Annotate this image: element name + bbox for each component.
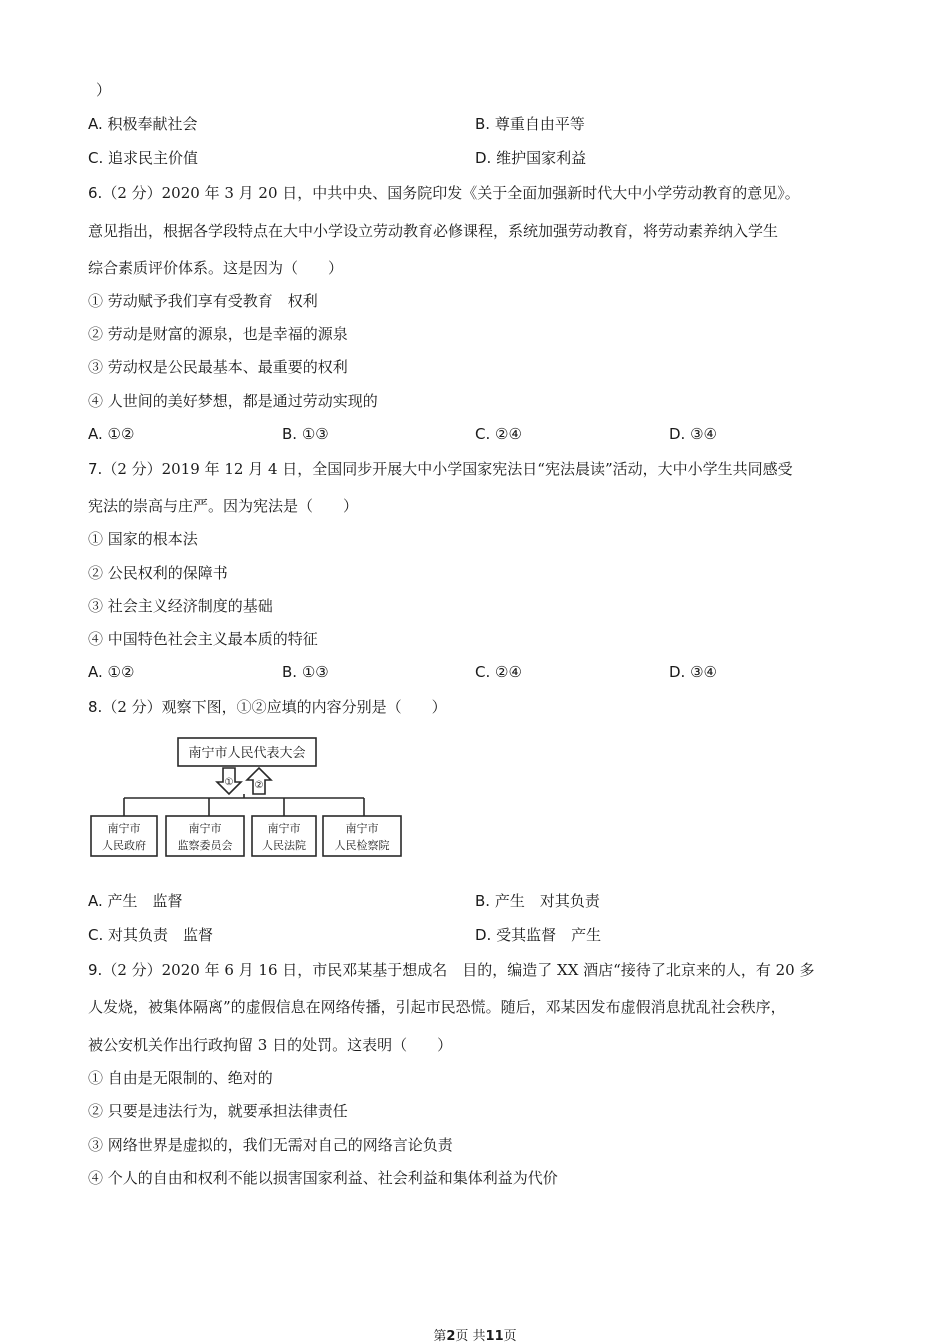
box-3-line-1: 南宁市 [267, 822, 301, 835]
q6-item-3: ③ 劳动权是公民最基本、最重要的权利 [88, 358, 348, 376]
q9-stem-line-3: 被公安机关作出行政拘留 3 日的处罚。这表明（ ） [88, 1036, 453, 1054]
q7-item-3: ③ 社会主义经济制度的基础 [88, 597, 273, 615]
q7-option-a[interactable]: A. ①② [88, 663, 135, 681]
diagram-top-label: 南宁市人民代表大会 [188, 746, 306, 761]
q9-stem-line-2: 人发烧，被集体隔离”的虚假信息在网络传播，引起市民恐慌。随后，邓某因发布虚假消息扰乱社会秩序， [88, 998, 786, 1016]
q6-option-c[interactable]: C. ②④ [475, 425, 522, 443]
box-2-line-2: 监察委员会 [177, 839, 233, 852]
q5-option-b[interactable]: B. 尊重自由平等 [475, 115, 585, 133]
q6-item-2: ② 劳动是财富的源泉，也是幸福的源泉 [88, 325, 348, 343]
q6-item-4: ④ 人世间的美好梦想，都是通过劳动实现的 [88, 392, 378, 410]
q5-stem-tail: ） [96, 81, 112, 99]
q8-option-d[interactable]: D. 受其监督 产生 [475, 926, 602, 944]
q6-stem-line-1: 6.（2 分）2020 年 3 月 20 日，中共中央、国务院印发《关于全面加强新时代大中小学劳动教育的意见》。 [88, 184, 800, 202]
q8-diagram [88, 732, 406, 862]
q9-stem-line-1: 9.（2 分）2020 年 6 月 16 日，市民邓某基于想成名 目的，编造了 XX 酒店“接待了北京来的人，有 20 多 [88, 961, 815, 979]
q8-option-b[interactable]: B. 产生 对其负责 [475, 892, 600, 910]
q8-option-a[interactable]: A. 产生 监督 [88, 892, 183, 910]
q6-item-1: ① 劳动赋予我们享有受教育 权利 [88, 292, 318, 310]
q7-item-4: ④ 中国特色社会主义最本质的特征 [88, 630, 318, 648]
q8-option-c[interactable]: C. 对其负责 监督 [88, 926, 214, 944]
q5-option-d[interactable]: D. 维护国家利益 [475, 149, 587, 167]
q7-option-b[interactable]: B. ①③ [282, 663, 329, 681]
q6-stem-line-2: 意见指出，根据各学段特点在大中小学设立劳动教育必修课程，系统加强劳动教育，将劳动素养纳入学生 [88, 222, 779, 240]
q6-stem-line-3: 综合素质评价体系。这是因为（ ） [88, 259, 344, 277]
arrow-2-label: ② [254, 780, 264, 791]
page-footer: 第2页 共11页 [433, 1329, 517, 1344]
q7-item-1: ① 国家的根本法 [88, 530, 198, 548]
q9-item-4: ④ 个人的自由和权利不能以损害国家利益、社会利益和集体利益为代价 [88, 1169, 558, 1187]
q7-stem-line-2: 宪法的崇高与庄严。因为宪法是（ ） [88, 497, 359, 515]
box-4-line-2: 人民检察院 [334, 839, 390, 852]
q9-item-1: ① 自由是无限制的、绝对的 [88, 1069, 273, 1087]
q7-option-c[interactable]: C. ②④ [475, 663, 522, 681]
q5-option-a[interactable]: A. 积极奉献社会 [88, 115, 198, 133]
box-3-line-2: 人民法院 [262, 839, 306, 852]
q9-item-2: ② 只要是违法行为，就要承担法律责任 [88, 1102, 348, 1120]
q7-stem-line-1: 7.（2 分）2019 年 12 月 4 日，全国同步开展大中小学国家宪法日“宪法晨读”活动，大中小学生共同感受 [88, 460, 793, 478]
q7-option-d[interactable]: D. ③④ [669, 663, 717, 681]
q8-stem: 8.（2 分）观察下图，①②应填的内容分别是（ ） [88, 698, 447, 716]
q6-option-a[interactable]: A. ①② [88, 425, 135, 443]
box-1-line-2: 人民政府 [102, 839, 146, 852]
box-4-line-1: 南宁市 [345, 822, 379, 835]
box-2-line-1: 南宁市 [188, 822, 222, 835]
arrow-1-label: ① [224, 777, 234, 788]
q9-item-3: ③ 网络世界是虚拟的，我们无需对自己的网络言论负责 [88, 1136, 453, 1154]
q6-option-d[interactable]: D. ③④ [669, 425, 717, 443]
q6-option-b[interactable]: B. ①③ [282, 425, 329, 443]
q7-item-2: ② 公民权利的保障书 [88, 564, 228, 582]
q5-option-c[interactable]: C. 追求民主价值 [88, 149, 199, 167]
box-1-line-1: 南宁市 [107, 822, 141, 835]
